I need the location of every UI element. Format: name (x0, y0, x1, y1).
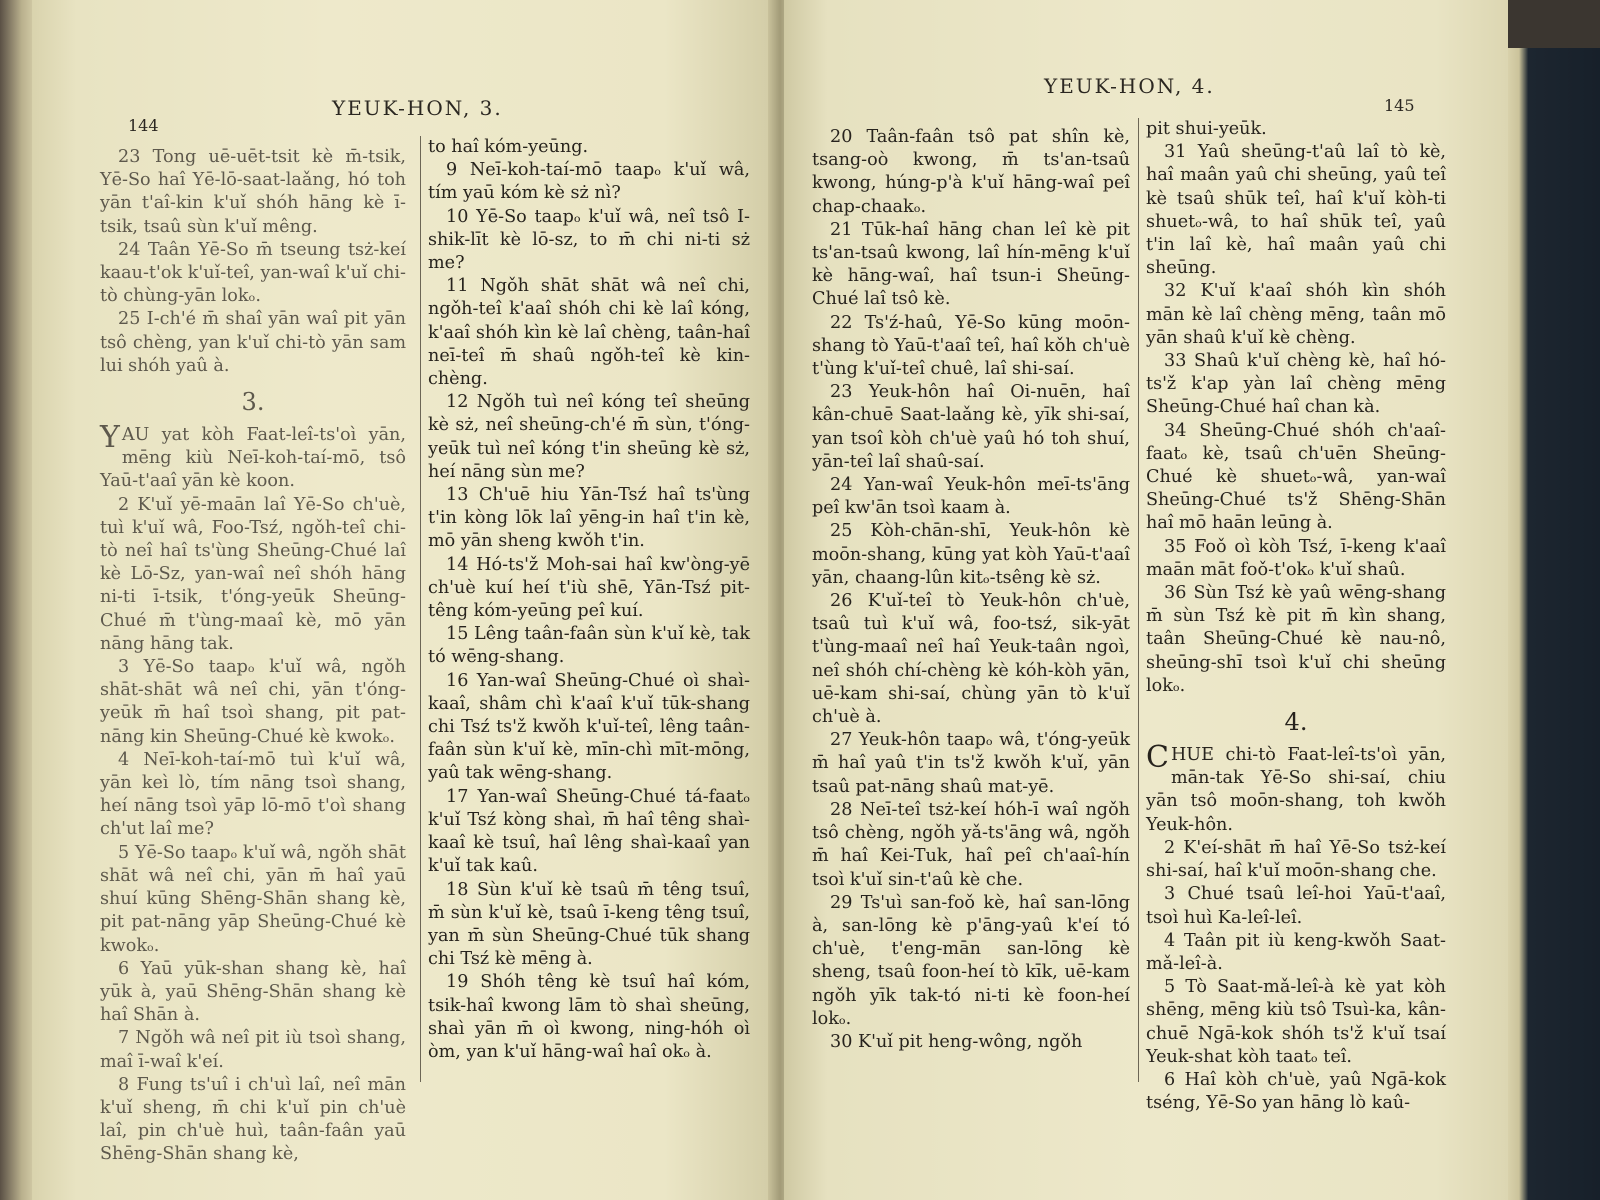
verse: 23 Tong uē-uēt-tsit kè m̄-tsik, Yē-So haî Yē-lō-saat-laǎng, hó toh yān t'aî-kin k'uǐ shóh hāng kè ī-tsik, tsaû sùn k'uǐ mêng. (100, 147, 406, 237)
verse: 3 Yē-So taapₒ k'uǐ wâ, ngǒh shāt-shāt wâ neî chi, yān t'óng-yeūk m̄ haî tsoì shang, pit pat-nāng kin Sheūng-Chué kè kwokₒ. (100, 657, 406, 747)
verse: 19 Shóh têng kè tsuî haî kóm, tsik-haî kwong lām tò shaì sheūng, shaì yān m̄ oì kwong, ning-hóh oì òm, yan k'uǐ hāng-waî haî okₒ à. (428, 972, 750, 1062)
verse: 17 Yan-waî Sheūng-Chué tá-faatₒ k'uǐ Tsź kòng shaì, m̄ haî têng shaì-kaaî kè tsuî, haî lêng shaì-kaaî yan k'uǐ tak kaû. (428, 786, 750, 877)
verse: 18 Sùn k'uǐ kè tsaû m̄ têng tsuî, m̄ sùn k'uǐ kè, tsaû ī-keng têng tsuî, yan m̄ sùn Sheūng-Chué tūk shang chi Tsź kè mēng à. (428, 879, 750, 970)
verse: 12 Ngǒh tuì neî kóng teî sheūng kè sż, neî sheūng-ch'é m̄ sùn, t'óng-yeūk tuì neî kóng t'in sheūng kè sż, heí nāng sùn me? (428, 392, 750, 482)
verse: 8 Fung ts'uî i ch'uì laî, neî mān k'uǐ sheng, m̄ chi k'uǐ pin ch'uè laî, pin ch'uè huì, taân-faân yaū Shēng-Shān shang kè, (100, 1074, 406, 1165)
right-page-column-1 (812, 126, 1130, 1054)
verse: 3 Chué tsaû leî-hoi Yaū-t'aaî, tsoì huì Ka-leî-leî. (1146, 884, 1446, 928)
verse: 25 I-ch'é m̄ shaî yān waî pit yān tsô chèng, yan k'uǐ chi-tò yān sam lui shóh yaû à. (100, 309, 406, 376)
chapter-number: 3. (241, 388, 265, 417)
verse: to haî kóm-yeūng. (428, 137, 589, 157)
verse: 7 Ngǒh wâ neî pit iù tsoì shang, maî ī-waî k'eí. (100, 1028, 406, 1072)
right-page (784, 0, 1508, 1200)
left-page-column-2 (428, 136, 750, 1064)
verse: 9 Neī-koh-taí-mō taapₒ k'uǐ wâ, tím yaū kóm kè sż nì? (428, 160, 750, 204)
verse: 6 Yaū yūk-shan shang kè, haî yūk à, yaū Shēng-Shān shang kè haî Shān à. (100, 958, 406, 1026)
verse: 16 Yan-waî Sheūng-Chué oì shaì-kaaî, shâm chì k'aaî k'uǐ tūk-shang chi Tsź ts'ž kwǒh k'uǐ-teî, lêng taân-faân sùn k'uǐ kè, mīn-chì mīt-mōng, yaû tak wēng-shang. (428, 670, 750, 784)
verse: 30 K'uǐ pit heng-wông, ngǒh (830, 1031, 1083, 1052)
verse: 29 Ts'uì san-foǒ kè, haî san-lōng à, san-lōng kè p'āng-yaû k'eí tó ch'uè, t'eng-mān san-lōng kè sheng, tsaû foon-heí tò kīk, uē-kam ngǒh yīk tak-tó ni-ti kè foon-heí lokₒ. (812, 892, 1130, 1029)
verse: 21 Tūk-haî hāng chan leî kè pit ts'an-tsaû kwong, laî hín-mēng k'uǐ kè hāng-waî, haî tsun-i Sheūng-Chué laî tsô kè. (812, 219, 1130, 310)
verse: 28 Neī-teî tsż-keí hóh-ī waî ngǒh tsô chèng, ngǒh yǎ-ts'āng wâ, ngǒh m̄ haî Kei-Tuk, haî peî ch'aaî-hín tsoì k'uǐ sin-t'aû kè che. (812, 799, 1130, 890)
verse: 6 Haî kòh ch'uè, yaû Ngā-kok tséng, Yē-So yan hāng lò kaû- (1146, 1069, 1446, 1114)
verse: 20 Taân-faân tsô pat shîn kè, tsang-oò kwong, m̄ ts'an-tsaû kwong, húng-p'à k'uǐ hāng-waî peî chap-chaakₒ. (812, 127, 1130, 217)
verse: 34 Sheūng-Chué shóh ch'aaî-faatₒ kè, tsaû ch'uēn Sheūng-Chué kè shuetₒ-wâ, yan-waî Sheūng-Chué ts'ž Shēng-Shān haî mō haān leūng à. (1146, 420, 1446, 534)
verse: 5 Tò Saat-mǎ-leî-à kè yat kòh shēng, mēng kiù tsô Tsuì-ka, kân-chuē Ngā-kok shóh ts'ž k'uǐ tsaí Yeuk-shat kòh taatₒ teî. (1146, 977, 1446, 1067)
verse: 35 Foǒ oì kòh Tsź, ī-keng k'aaî maān māt foǒ-t'okₒ k'uǐ shaû. (1146, 536, 1446, 580)
right-page-column-2 (1146, 118, 1446, 1115)
left-page (32, 0, 776, 1200)
verse: 10 Yē-So taapₒ k'uǐ wâ, neî tsô I-shik-līt kè lō-sz, to m̄ chi ni-ti sż me? (428, 206, 750, 274)
verse: 24 Yan-waî Yeuk-hôn meī-ts'āng peî kw'ān tsoì kaam à. (812, 475, 1130, 519)
verse-text: HUE chi-tò Faat-leî-ts'oì yān, mān-tak Yē-So shi-saí, chiu yān tsô moōn-shang, toh kwǒh Yeuk-hôn. (1146, 745, 1446, 835)
book-cover-edge (1508, 48, 1600, 1200)
verse: 23 Yeuk-hôn haî Oi-nuēn, haî kân-chuē Saat-laǎng kè, yīk shi-saí, yan tsoî kòh ch'uè yaû hó toh shuí, yān-teî laî shaû-saí. (812, 382, 1130, 472)
left-page-number: 144 (128, 116, 159, 135)
verse: 4 Neī-koh-taí-mō tuì k'uǐ wâ, yān keì lò, tím nāng tsoì shang, heí nāng tsoì yāp lō-mō t'oì shang ch'ut laî me? (100, 749, 406, 840)
left-page-header: YEUK-HON, 3. (332, 96, 503, 120)
verse: 31 Yaû sheūng-t'aû laî tò kè, haî maân yaû chi sheūng, yaû teî kè tsaû shūk teî, haî k'uǐ kòh-ti shuetₒ-wâ, to haî shūk teî, yaû t'in laî kè, haî maân yaû chi sheūng. (1146, 142, 1446, 279)
verse: 33 Shaû k'uǐ chèng kè, haî hó-ts'ž k'ap yàn laî chèng mēng Sheūng-Chué haî chan kà. (1146, 351, 1446, 418)
verse: 24 Taân Yē-So m̄ tseung tsż-keí kaau-t'ok k'uǐ-teî, yan-waî k'uǐ chi-tò chùng-yān lokₒ. (100, 239, 406, 307)
verse: 26 K'uǐ-teî tò Yeuk-hôn ch'uè, tsaû tuì k'uǐ wâ, foo-tsź, sik-yāt t'ùng-maaî neî haî Yeuk-taân ngoì, neî shóh chí-chèng kè kóh-kòh yān, uē-kam shi-saí, chùng yān tò k'uǐ ch'uè à. (812, 591, 1130, 728)
verse: 22 Ts'ź-haû, Yē-So kūng moōn-shang tò Yaū-t'aaî teî, haî kǒh ch'uè t'ùng k'uǐ-teî chuê, laî shi-saí. (812, 312, 1130, 380)
verse: 14 Hó-ts'ž Moh-sai haî kw'òng-yē ch'uè kuí heí t'iù shē, Yān-Tsź pit-têng kóm-yeūng peî kuí. (428, 554, 750, 622)
verse: 13 Ch'uē hiu Yān-Tsź haî ts'ùng t'in kòng lōk laî yēng-in haî t'in kè, mō yān sheng kwǒh t'in. (428, 485, 750, 552)
verse: 11 Ngǒh shāt shāt wâ neî chi, ngǒh-teî k'aaî shóh chi kè laî kóng, k'aaî shóh kìn kè laî chèng, taân-haî neī-teî m̄ shaû ngǒh-teî kè kin-chèng. (428, 276, 750, 390)
right-page-header: YEUK-HON, 4. (1044, 74, 1215, 98)
verse: 27 Yeuk-hôn taapₒ wâ, t'óng-yeūk m̄ haî yaû t'in ts'ž kwǒh k'uǐ, yān tsaû pat-nāng shaû mat-yē. (812, 730, 1130, 797)
chapter-first-verse (1146, 740, 1446, 837)
book-left-edge (0, 0, 36, 1200)
verse: pit shui-yeūk. (1146, 119, 1267, 139)
chapter-first-verse (100, 420, 406, 494)
column-rule (1138, 118, 1139, 1082)
verse: 25 Kòh-chān-shī, Yeuk-hôn kè moōn-shang, kūng yat kòh Yaū-t'aaî yān, chaang-lûn kitₒ-tsêng kè sż. (812, 521, 1130, 588)
verse: 2 K'eí-shāt m̄ haî Yē-So tsż-keí shi-saí, haî k'uǐ moōn-shang che. (1146, 837, 1446, 882)
drop-cap: Y (100, 420, 120, 456)
verse: 32 K'uǐ k'aaî shóh kìn shóh mān kè laî chèng mēng, taân mō yān shaû k'uǐ kè chèng. (1146, 281, 1446, 348)
verse: 5 Yē-So taapₒ k'uǐ wâ, ngǒh shāt shāt wâ neî chi, yān m̄ haî yaū shuí kūng Shēng-Shān shang kè, pit pat-nāng yāp Sheūng-Chué kè kwokₒ. (100, 842, 406, 956)
verse: 15 Lêng taân-faân sùn k'uǐ kè, tak tó wēng-shang. (428, 624, 750, 668)
left-page-column-1 (100, 146, 406, 1167)
verse: 4 Taân pit iù keng-kwǒh Saat-mǎ-leî-à. (1146, 930, 1446, 974)
chapter-number: 4. (1284, 708, 1308, 737)
verse: 2 K'uǐ yē-maān laî Yē-So ch'uè, tuì k'uǐ wâ, Foo-Tsź, ngǒh-teî chi-tò neî haî ts'ùng Sheūng-Chué laî kè Lō-Sz, yan-waî neî shóh hāng ni-ti ī-tsik, t'óng-yeūk Sheūng-Chué m̄ t'ùng-maaî kè, mō yān nāng hāng tak. (100, 494, 406, 654)
drop-cap: C (1146, 740, 1169, 776)
right-page-number: 145 (1384, 96, 1415, 115)
verse: 36 Sùn Tsź kè yaû wēng-shang m̄ sùn Tsź kè pit m̄ kìn shang, taân Sheūng-Chué kè nau-nô, sheūng-shī tsoì k'uǐ chi sheūng lokₒ. (1146, 583, 1446, 696)
verse-text: AU yat kòh Faat-leî-ts'oì yān, mēng kiù Neī-koh-taí-mō, tsô Yaū-t'aaî yān kè koon. (100, 425, 406, 492)
column-rule (420, 136, 421, 1082)
